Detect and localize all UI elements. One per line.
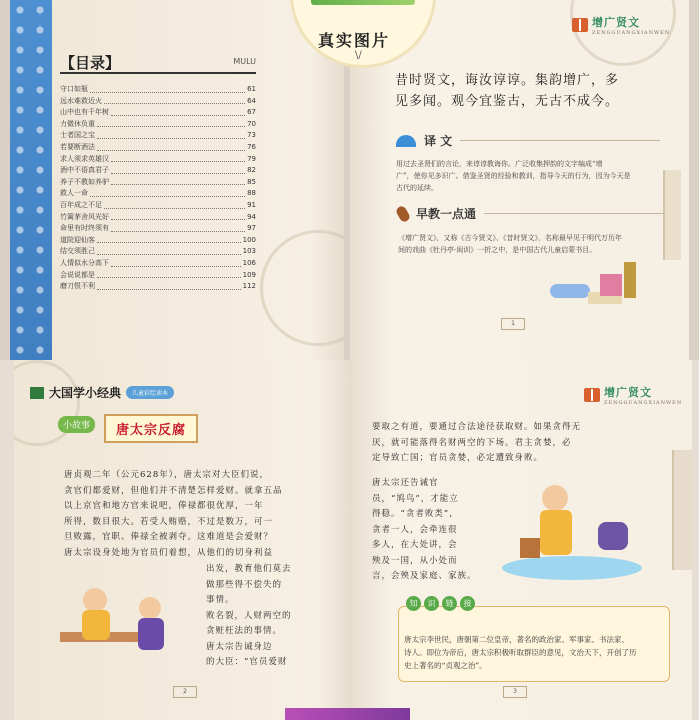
divider (484, 213, 664, 214)
toc-leader (90, 188, 245, 197)
story-line: 唐太宗告诫身边 (206, 641, 273, 652)
toc-page: 76 (247, 142, 256, 151)
knowledge-text (398, 232, 668, 256)
toc-page: 64 (247, 96, 256, 105)
blue-pattern-strip (10, 0, 52, 360)
toc-title: 会说说都是 (60, 270, 95, 279)
toc-page: 61 (247, 85, 256, 93)
toc-row (60, 188, 256, 200)
series-brand (30, 384, 174, 401)
toc-title: 养子不教如养驴 (60, 177, 109, 186)
toc-leader (104, 200, 245, 209)
knowledge-link-line: 诗人。即位为帝后，唐太宗积极听取群臣的意见，文治天下，开创了历 (404, 648, 637, 657)
toc-title: 力微休负重 (60, 119, 95, 128)
story-line: 事情。 (206, 595, 235, 605)
toc-leader (97, 246, 241, 255)
toc-row (60, 212, 256, 224)
toc-leader (90, 84, 245, 93)
decorative-cloud (14, 360, 80, 446)
catalog-header (60, 52, 256, 73)
story-line: 败名裂，人财两空的 (206, 610, 292, 621)
knowledge-label: 早教一点通 (416, 207, 477, 221)
story-line: 做那些得不偿失的 (206, 579, 283, 590)
story-line: 得稳。“贪者败类”， (372, 509, 459, 519)
toc-leader (97, 270, 241, 279)
toc-row (60, 130, 256, 142)
toc-title: 士者国之宝 (60, 131, 95, 140)
book-thumbnail (311, 0, 415, 5)
toc-row (60, 223, 256, 235)
story-line: 言，会殃及家庭、家族。 (372, 571, 477, 581)
fan-icon (396, 135, 416, 147)
toc-row (60, 235, 256, 247)
toc-row (60, 142, 256, 154)
toc-page: 112 (242, 282, 256, 291)
scroll-and-books-illustration (540, 256, 650, 316)
brand-subtitle: ZENGGUANGXIANWEN (592, 30, 671, 36)
story-line: 的大臣：“官员爱财 (206, 657, 288, 667)
translation-text (396, 158, 666, 194)
story-line: 所得，数目很大。若受人贿赂，不过是数万，可一 (64, 516, 274, 527)
book-icon (572, 18, 588, 32)
toc-title: 守口如瓶 (60, 85, 88, 93)
toc-leader (97, 142, 245, 151)
toc-leader (111, 154, 245, 163)
page-number: 3 (503, 686, 527, 698)
toc-leader (111, 107, 245, 116)
knowledge-tag: 接 (460, 596, 475, 611)
toc-title: 求人须求英雄汉 (60, 154, 109, 163)
translation-line: 用过去圣贤们的言论，来谆谆教诲你。广泛收集押韵的文字编成“增 (396, 160, 603, 168)
page-number: 2 (173, 686, 197, 698)
story-line: 贪官们都爱财，但他们并不清楚怎样爱财。就拿五品 (64, 485, 283, 496)
story-line: 旦败露，官职、俸禄全被剥夺。这难道是会爱财？ (64, 532, 274, 542)
story-line: 多人，在大处讲，会 (372, 540, 458, 550)
toc-row (60, 84, 256, 96)
toc-page: 79 (247, 154, 256, 163)
story-line: 要取之有道，要通过合法途径获取财。如果贪得无 (372, 422, 582, 432)
toc-leader (97, 119, 245, 128)
toc-title: 磨刀恨不利 (60, 282, 95, 291)
book-icon (584, 388, 600, 402)
toc-title: 道院迎仙客 (60, 235, 95, 244)
toc-title: 命里有时终须有 (60, 224, 109, 233)
toc-page: 85 (247, 177, 256, 186)
catalog-mulu: MULU (233, 57, 256, 66)
brand-logo (584, 384, 682, 406)
story-line: 员，“鸠鸟”，才能立 (372, 493, 459, 504)
classic-intro-text (395, 70, 619, 112)
side-ornament (672, 450, 692, 570)
toc-row (60, 281, 256, 293)
toc-page: 67 (247, 108, 256, 117)
table-of-contents (60, 84, 256, 293)
toc-leader (111, 258, 241, 267)
pipa-icon (395, 204, 412, 223)
knowledge-link-text (404, 633, 666, 672)
story-line: 贪赃枉法的事情。 (206, 626, 283, 636)
brand-logo (572, 14, 670, 36)
story-line: 唐太宗设身处地为官员们着想，从他们的切身利益 (64, 548, 274, 558)
toc-row (60, 200, 256, 212)
toc-page: 97 (247, 224, 256, 233)
series-name: 大国学小经典 (49, 386, 122, 400)
story-paragraph-2-head (64, 546, 273, 562)
knowledge-link-line: 史上著名的“贞观之治”。 (404, 661, 487, 670)
toc-page: 94 (247, 212, 256, 221)
toc-leader (111, 177, 245, 186)
toc-title: 山中也有千年树 (60, 108, 109, 117)
toc-page: 73 (247, 131, 256, 140)
knowledge-tag: 知 (406, 596, 421, 611)
catalog-rule (60, 72, 256, 74)
story-paragraph-4 (372, 476, 492, 585)
toc-leader (111, 212, 245, 221)
knowledge-heading (398, 205, 664, 222)
divider (460, 140, 660, 141)
story-line: 以上京官和地方官来说吧，俸禄都很优厚，一年 (64, 501, 264, 511)
toc-row (60, 258, 256, 270)
brand-title: 增广贤文 (592, 16, 640, 29)
toc-page: 100 (242, 235, 256, 244)
story-paragraph-1 (64, 468, 283, 546)
translation-line: 古代的延续。 (396, 184, 438, 192)
page-number: 1 (501, 318, 525, 330)
badge-label: 真实图片 (318, 31, 391, 50)
house-icon (30, 387, 44, 399)
toc-title: 竹篱茅舍风光好 (60, 212, 109, 221)
translation-heading (396, 132, 660, 149)
toc-row (60, 96, 256, 108)
story-tag: 小故事 (58, 416, 95, 433)
knowledge-link-tags (406, 596, 475, 611)
toc-row (60, 165, 256, 177)
catalog-title: 【目录】 (60, 54, 121, 72)
intro-line: 见多闻。观今宜鉴古，无古不成今。 (395, 94, 620, 109)
toc-title: 若要断酒法 (60, 142, 95, 151)
translation-line: 广”，使你见多识广。借鉴圣贤的经验和教训，指导今天的行为，因为今天是 (396, 172, 631, 180)
story-title: 唐太宗反腐 (104, 414, 198, 443)
toc-title: 酒中不语真君子 (60, 166, 109, 175)
toc-leader (97, 130, 245, 139)
official-at-cauldron-illustration (500, 470, 645, 580)
knowledge-tag: 链 (442, 596, 457, 611)
series-tag: 儿童彩绘读本 (126, 386, 174, 399)
knowledge-tag: 识 (424, 596, 439, 611)
toc-leader (111, 223, 245, 232)
brand-subtitle: ZENGGUANGXIANWEN (604, 400, 683, 406)
story-paragraph-3 (372, 420, 581, 467)
toc-title: 结交须胜己 (60, 247, 95, 256)
brand-title: 增广贤文 (604, 386, 652, 399)
story-line: 厌，就可能落得名财两空的下场。君主贪婪，必 (372, 437, 572, 448)
toc-page: 91 (247, 200, 256, 209)
emperor-and-official-illustration (60, 572, 200, 672)
story-line: 出发，教育他们莫去 (206, 564, 292, 574)
toc-row (60, 107, 256, 119)
book-spine-strip (285, 708, 410, 720)
badge-arrow-icon: \/ (355, 50, 362, 61)
toc-row (60, 119, 256, 131)
toc-title: 人情似水分高下 (60, 258, 109, 267)
story-line: 唐贞观二年（公元628年），唐太宗对大臣们说， (64, 470, 269, 480)
toc-leader (97, 235, 241, 244)
knowledge-line: 《增广贤文》，又称《古今贤文》、《昔时贤文》，名称最早见于明代万历年 (398, 234, 622, 242)
toc-leader (104, 96, 245, 105)
toc-title: 远水难救近火 (60, 96, 102, 105)
toc-title: 救人一命 (60, 189, 88, 198)
knowledge-link-line: 唐太宗李世民，唐朝第二位皇帝，著名的政治家、军事家、书法家、 (404, 635, 629, 644)
decorative-cloud (260, 230, 344, 346)
toc-page: 70 (247, 119, 256, 128)
toc-page: 106 (242, 258, 256, 267)
toc-title: 百年成之不足 (60, 200, 102, 209)
toc-row (60, 246, 256, 258)
toc-row (60, 177, 256, 189)
knowledge-line: 间的戏曲《牡丹亭·闺训》一折之中，是中国古代儿童启蒙书目。 (398, 246, 597, 254)
toc-leader (111, 165, 245, 174)
story-line: 定导致亡国；官员贪婪，必定遭致身败。 (372, 453, 544, 463)
toc-page: 109 (242, 270, 256, 279)
story-paragraph-2 (206, 562, 316, 671)
story-line: 贪者一人，会牵连很 (372, 524, 458, 535)
story-line: 殃及一国，从小处而 (372, 555, 458, 566)
intro-line: 昔时贤文，诲汝谆谆。集韵增广，多 (395, 73, 620, 88)
toc-page: 88 (247, 189, 256, 198)
toc-row (60, 270, 256, 282)
story-line: 唐太宗还告诫官 (372, 478, 439, 488)
toc-page: 82 (247, 166, 256, 175)
toc-page: 103 (242, 247, 256, 256)
toc-row (60, 154, 256, 166)
toc-leader (97, 281, 241, 290)
translation-label: 译 文 (424, 134, 453, 148)
